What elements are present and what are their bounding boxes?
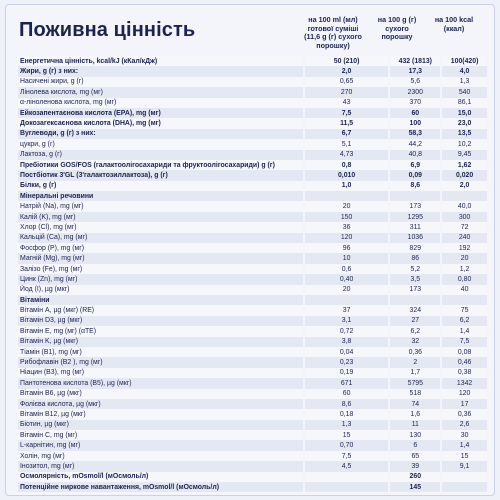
value-per-100kcal: 2,0 [442,181,487,191]
row-name: Кальцій (Ca), mg (мг) [18,233,303,243]
value-per-100kcal: 1,3 [442,77,487,87]
table-row [18,326,487,336]
table-row [18,233,487,243]
table-row [18,472,487,482]
row-name: Калій (K), mg (мг) [18,212,303,222]
column-header-per-100ml: на 100 ml (мл) готової суміші (11,6 g (г) сухого порошку) [304,15,362,50]
row-name: Пантотенова кислота (B5), µg (мкг) [18,378,303,388]
value-per-100kcal: 1,4 [442,440,487,450]
table-row [18,222,487,232]
value-per-100g: 3,5 [390,274,440,284]
value-per-100kcal: 540 [442,87,487,97]
value-per-100ml: 270 [305,87,389,97]
value-per-100g [390,191,440,201]
value-per-100g: 6,2 [390,326,440,336]
table-row [18,201,487,211]
value-per-100ml: 1,0 [305,181,389,191]
value-per-100ml: 8,6 [305,399,389,409]
table-row [18,305,487,315]
value-per-100kcal: 2,6 [442,420,487,430]
value-per-100ml [305,191,389,201]
value-per-100kcal: 300 [442,212,487,222]
table-row [18,378,487,388]
row-name: Фосфор (P), mg (мг) [18,243,303,253]
value-per-100ml: 0,04 [305,347,389,357]
value-per-100ml: 7,5 [305,108,389,118]
value-per-100kcal: 15,0 [442,108,487,118]
table-row [18,139,487,149]
value-per-100g: 11 [390,420,440,430]
value-per-100g: 0,09 [390,170,440,180]
value-per-100g: 1036 [390,233,440,243]
row-name: Вітамін D3, µg (мкг) [18,316,303,326]
row-name: Вітаміни [18,295,303,305]
row-name: Вуглеводи, g (г) з них: [18,129,303,139]
value-per-100g: 74 [390,399,440,409]
row-name: Цинк (Zn), mg (мг) [18,274,303,284]
value-per-100ml: 6,7 [305,129,389,139]
row-name: Насичені жири, g (г) [18,77,303,87]
value-per-100g: 311 [390,222,440,232]
value-per-100g: 6 [390,440,440,450]
row-name: цукри, g (г) [18,139,303,149]
value-per-100g: 5,2 [390,264,440,274]
value-per-100ml: 36 [305,222,389,232]
nutrition-table [18,56,487,499]
value-per-100kcal: 9,1 [442,461,487,471]
table-row [18,243,487,253]
value-per-100ml: 7,5 [305,451,389,461]
value-per-100kcal: 0,46 [442,357,487,367]
value-per-100ml: 5,1 [305,139,389,149]
value-per-100ml: 50 (210) [305,56,389,66]
row-name: Вітамін C, mg (мг) [18,430,303,440]
value-per-100ml: 11,5 [305,118,389,128]
value-per-100g: 32 [390,337,440,347]
row-name: Жири, g (г) з них: [18,66,303,76]
row-name: L-карнітин, mg (мг) [18,440,303,450]
value-per-100ml: 37 [305,305,389,315]
value-per-100kcal: 13,5 [442,129,487,139]
table-row [18,482,487,492]
table-row [18,87,487,97]
value-per-100g: 173 [390,285,440,295]
value-per-100kcal: 0,020 [442,170,487,180]
value-per-100g: 39 [390,461,440,471]
page-title: Поживна цінність [19,19,196,41]
value-per-100ml: 0,65 [305,77,389,87]
value-per-100kcal: 10,2 [442,139,487,149]
row-name: Йод (I), µg (мкг) [18,285,303,295]
row-name: Вітамін A, µg (мкг) (RE) [18,305,303,315]
value-per-100ml: 0,010 [305,170,389,180]
value-per-100kcal: 0,80 [442,274,487,284]
row-name: Холін, mg (мг) [18,451,303,461]
table-row [18,368,487,378]
value-per-100ml: 671 [305,378,389,388]
table-row [18,316,487,326]
value-per-100kcal [442,295,487,305]
value-per-100g: 432 (1813) [390,56,440,66]
row-name: Енергетична цінність, kcal/kJ (кКал/кДж) [18,56,303,66]
row-name: Осмолярність, mOsmol/l (мОсмоль/л) [18,472,303,482]
row-name: Мінеральні речовини [18,191,303,201]
column-header-per-100g: на 100 g (г) сухого порошку [377,15,417,41]
value-per-100g: 65 [390,451,440,461]
value-per-100kcal: 40 [442,285,487,295]
row-name: Потенційне ниркове навантаження, mOsmol/l (мОсмоль/л) [18,482,303,492]
value-per-100kcal: 6,2 [442,316,487,326]
value-per-100g: 58,3 [390,129,440,139]
value-per-100kcal: 1,4 [442,326,487,336]
value-per-100g: 145 [390,482,440,492]
value-per-100g: 0,36 [390,347,440,357]
row-name: Пребіотики GOS/FOS (галактоолігосахариди та фруктоолігосахариди) g (г) [18,160,303,170]
value-per-100kcal: 1,2 [442,264,487,274]
value-per-100g: 2300 [390,87,440,97]
value-per-100kcal: 1,62 [442,160,487,170]
table-section-row [18,191,487,201]
value-per-100kcal: 40,0 [442,201,487,211]
table-row [18,181,487,191]
value-per-100ml: 4,73 [305,150,389,160]
value-per-100g: 40,8 [390,150,440,160]
value-per-100g: 173 [390,201,440,211]
row-name: Постбіотик 3'GL (3'галактозиллактоза), g (г) [18,170,303,180]
row-name: Хлор (Cl), mg (мг) [18,222,303,232]
row-name: Залізо (Fe), mg (мг) [18,264,303,274]
row-name: Вітамін E, mg (мг) (αTE) [18,326,303,336]
table-row [18,285,487,295]
value-per-100g: 86 [390,253,440,263]
value-per-100ml: 0,23 [305,357,389,367]
value-per-100ml: 0,70 [305,440,389,450]
value-per-100kcal: 30 [442,430,487,440]
column-header-per-100kcal: на 100 kcal (ккал) [434,15,474,33]
value-per-100ml: 96 [305,243,389,253]
value-per-100kcal: 120 [442,389,487,399]
row-name: Ейкозапентаєнова кислота (EPA), mg (мг) [18,108,303,118]
row-name: Натрій (Na), mg (мг) [18,201,303,211]
value-per-100kcal: 100(420) [442,56,487,66]
value-per-100ml [305,295,389,305]
table-row [18,347,487,357]
table-row [18,66,487,76]
value-per-100kcal: 75 [442,305,487,315]
value-per-100g: 1295 [390,212,440,222]
row-name: Інозитол, mg (мг) [18,461,303,471]
row-name: Білки, g (г) [18,181,303,191]
value-per-100ml: 20 [305,201,389,211]
value-per-100kcal: 72 [442,222,487,232]
value-per-100ml: 0,19 [305,368,389,378]
row-name: Тіамін (B1), mg (мг) [18,347,303,357]
value-per-100kcal: 15 [442,451,487,461]
value-per-100kcal: 240 [442,233,487,243]
value-per-100ml [305,472,389,482]
table-row [18,409,487,419]
table-row [18,118,487,128]
table-row [18,150,487,160]
value-per-100ml: 15 [305,430,389,440]
value-per-100g: 44,2 [390,139,440,149]
table-row [18,253,487,263]
value-per-100g: 829 [390,243,440,253]
value-per-100g: 5,6 [390,77,440,87]
value-per-100kcal: 23,0 [442,118,487,128]
table-row [18,98,487,108]
table-row [18,461,487,471]
value-per-100g: 17,3 [390,66,440,76]
value-per-100ml: 0,72 [305,326,389,336]
value-per-100ml: 4,5 [305,461,389,471]
value-per-100g: 130 [390,430,440,440]
value-per-100kcal: 0,38 [442,368,487,378]
value-per-100g: 370 [390,98,440,108]
value-per-100ml: 0,40 [305,274,389,284]
value-per-100g: 2 [390,357,440,367]
row-name: Магній (Mg), mg (мг) [18,253,303,263]
value-per-100kcal: 7,5 [442,337,487,347]
row-name: Докозагексаєнова кислота (DHA), mg (мг) [18,118,303,128]
row-name: Вітамін K, µg (мкг) [18,337,303,347]
table-row [18,430,487,440]
table-row [18,264,487,274]
row-name: Лактоза, g (г) [18,150,303,160]
value-per-100ml: 20 [305,285,389,295]
value-per-100ml: 2,0 [305,66,389,76]
value-per-100g: 518 [390,389,440,399]
row-name: Лінолева кислота, mg (мг) [18,87,303,97]
value-per-100kcal: 9,45 [442,150,487,160]
value-per-100kcal: 192 [442,243,487,253]
row-name: α-ліноленова кислота, mg (мг) [18,98,303,108]
value-per-100g: 5795 [390,378,440,388]
table-row [18,440,487,450]
value-per-100ml: 0,18 [305,409,389,419]
table-row [18,357,487,367]
value-per-100g: 100 [390,118,440,128]
value-per-100g: 324 [390,305,440,315]
row-name: Рибофлавін (B2 ), mg (мг) [18,357,303,367]
table-row [18,337,487,347]
table-row [18,389,487,399]
table-row [18,399,487,409]
value-per-100g: 60 [390,108,440,118]
value-per-100ml: 3,8 [305,337,389,347]
value-per-100kcal [442,191,487,201]
table-row [18,129,487,139]
value-per-100ml: 3,1 [305,316,389,326]
value-per-100g: 1,6 [390,409,440,419]
value-per-100ml: 1,3 [305,420,389,430]
value-per-100g [390,295,440,305]
value-per-100ml: 10 [305,253,389,263]
table-row [18,77,487,87]
row-name: Вітамін B6, µg (мкг) [18,389,303,399]
value-per-100kcal: 1342 [442,378,487,388]
value-per-100kcal: 4,0 [442,66,487,76]
value-per-100ml: 43 [305,98,389,108]
table-row [18,170,487,180]
value-per-100ml: 120 [305,233,389,243]
table-row [18,420,487,430]
value-per-100kcal: 20 [442,253,487,263]
value-per-100ml [305,482,389,492]
value-per-100kcal [442,482,487,492]
value-per-100g: 6,9 [390,160,440,170]
value-per-100kcal [442,472,487,482]
table-row [18,274,487,284]
value-per-100kcal: 0,08 [442,347,487,357]
value-per-100ml: 0,8 [305,160,389,170]
table-row [18,108,487,118]
value-per-100kcal: 86,1 [442,98,487,108]
value-per-100g: 260 [390,472,440,482]
value-per-100g: 8,6 [390,181,440,191]
table-row [18,451,487,461]
table-row [18,160,487,170]
value-per-100kcal: 0,36 [442,409,487,419]
table-row [18,56,487,66]
value-per-100ml: 0,6 [305,264,389,274]
table-row [18,212,487,222]
value-per-100g: 1,7 [390,368,440,378]
table-section-row [18,295,487,305]
row-name: Вітамін B12, µg (мкг) [18,409,303,419]
row-name: Ніацин (B3), mg (мг) [18,368,303,378]
row-name: Фолієва кислота, µg (мкг) [18,399,303,409]
value-per-100ml: 150 [305,212,389,222]
value-per-100ml: 60 [305,389,389,399]
value-per-100kcal: 17 [442,399,487,409]
row-name: Біотин, µg (мкг) [18,420,303,430]
value-per-100g: 27 [390,316,440,326]
